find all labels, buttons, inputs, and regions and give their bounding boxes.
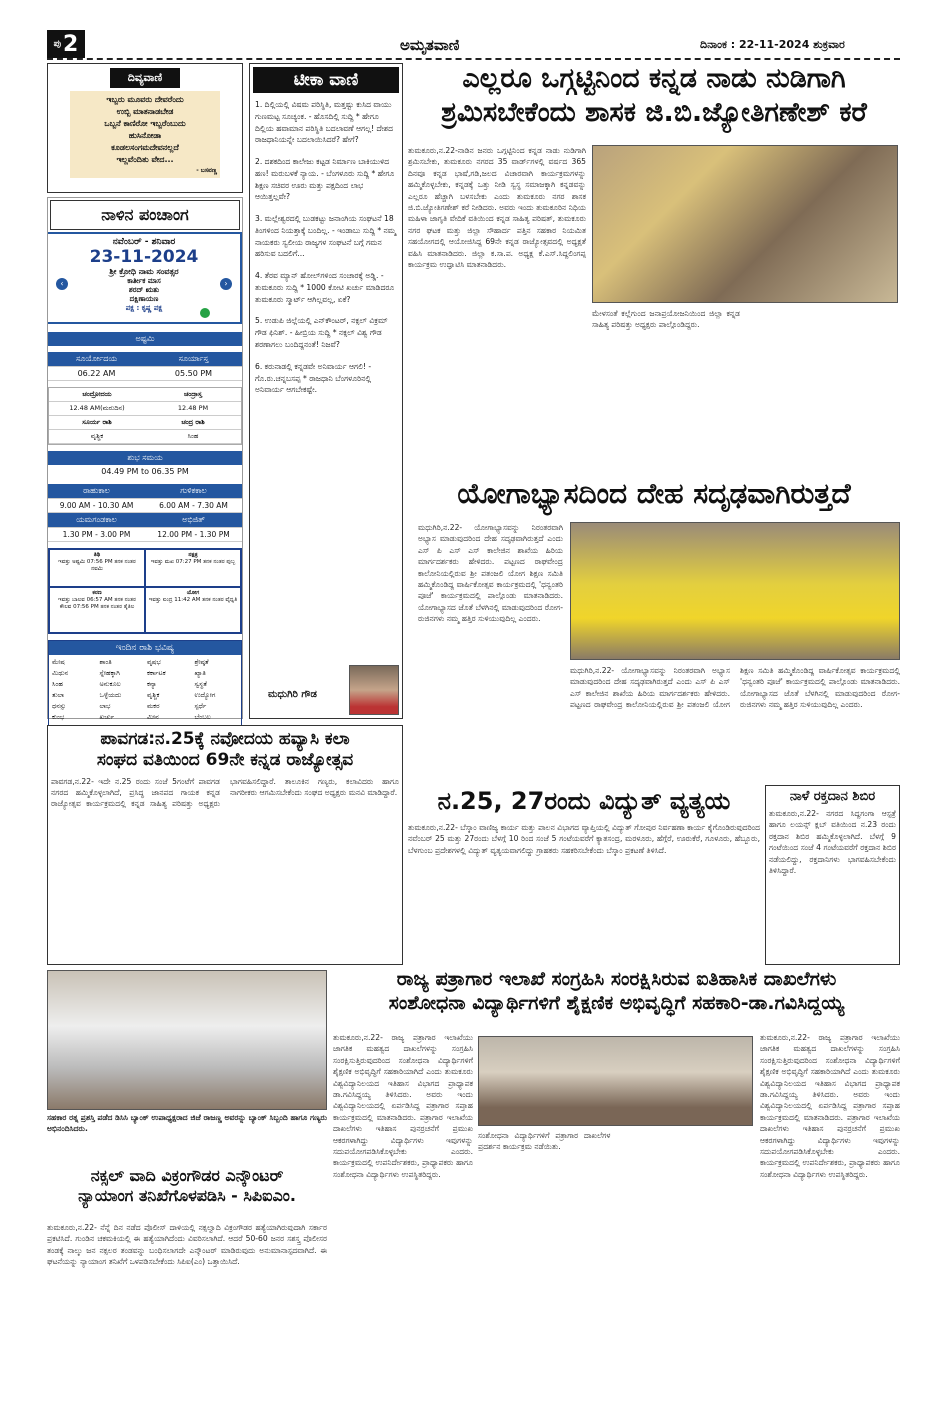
prev-day-button[interactable]: ‹ [56,278,68,290]
sunrise-time: 06.22 AM [48,367,145,381]
story1-headline [408,62,900,130]
rashi-prediction: ಒಳ್ಳೆಯದು [99,691,122,699]
story6-headline-line: ನ್ಯಾಯಾಂಗ ತನಿಖೆಗೊಳಪಡಿಸಿ - ಸಿಪಿಐಎಂ. [78,1186,296,1205]
story4-headline: ನ.25, 27ರಂದು ವಿದ್ಯುತ್ ವ್ಯತ್ಯಯ [437,787,731,815]
newspaper-name: ಅಮೃತವಾಣಿ [400,36,460,54]
box-title: ಕರಣ [92,590,102,596]
panchanga-title: ನಾಳಿನ ಪಂಚಾಂಗ [50,200,240,230]
gulika-time: 6.00 AM - 7.30 AM [145,499,242,513]
story6-body: ತುಮಕೂರು,ನ.22- ನೆನ್ನೆ ದಿನ ನಡೆದ ಪೊಲೀಸ್ ದಾಳಿಯಲ್ಲಿ ನಕ್ಸಲ್ವಾದಿ ವಿಕ್ರಂಗೌಡರ ಹತ್ಯೆಯಾಗಿರುವುದಾಗಿ ಸರ್ಕಾರ ಪ್ರಕಟಿಸಿದೆ. ಗುಂಡಿನ ಚಕಮಕಿಯಲ್ಲಿ ಈ ಹತ್ಯೆಯಾಗಿದೆಂದು ವಿವರಿಸಲಾಗಿದೆ. ಆದರೆ 50-60 ಜನರ ಸಶಸ್ತ್ರ ಪೊಲೀಸರ ತಂಡಕ್ಕೆ ನಾಲ್ಕು ಜನ ನಕ್ಸಲರ ತಂಡವನ್ನು ಬಂಧಿಸಲಾಗದೇ ಎನ್ಕೌಂಟರ್ ಮಾಡಿರುವುದು ಅನುಮಾನಾಸ್ಪದವಾಗಿದೆ. ಈ ಘಟನೆಯನ್ನು ನ್ಯಾಯಾಂಗ ತನಿಖೆಗೆ ಒಳಪಡಿಸಬೇಕೆಂದು ಸಿಪಿಐ(ಎಂ) ಒತ್ತಾಯಿಸಿದೆ. [47,1223,327,1267]
divyavani-box [47,63,243,193]
box-title: ನಕ್ಷತ್ರ [188,552,198,558]
surya-rashi-label: ಸೂರ್ಯ ರಾಶಿ [49,416,145,430]
rashi-name: ಕನ್ಯಾ [147,680,157,688]
verse-line: ಉಬ್ಬಿ ಮಾತನಾಡಬೇಡ [116,107,174,116]
teeka-vani-column [249,63,403,719]
yama-label: ಯಮಗಂಡಕಾಲ [48,513,145,528]
rashi-name: ಕುಂಭ [52,713,65,721]
rutu: ಶರದ್ ಋತು [128,286,160,294]
teeka-author: ಮಧುಗಿರಿ ಗೌಡ [268,689,317,700]
abhijit-label: ಅಭಿಜಿತ್ [145,513,242,528]
chandra-rashi: ಸಿಂಹ [145,430,241,444]
story1-headline-line: ಶ್ರಮಿಸಬೇಕೆಂದು ಶಾಸಕ ಜಿ.ಬಿ.ಜ್ಯೋತಿಗಣೇಶ್ ಕರೆ [441,96,867,128]
rashi-name: ಧನಸ್ಸು [52,702,66,710]
rashi-name: ವೃಶ್ಚಿಕ [147,691,160,699]
rashi-prediction: ಉದ್ಯೋಗ [194,691,216,699]
rashi-name: ಕರ್ಕಾಟಕ [147,669,166,677]
story3-headline-line: ಸಂಘದ ವತಿಯಿಂದ 69ನೇ ಕನ್ನಡ ರಾಜ್ಯೋತ್ಸವ [96,750,354,771]
moonrise-time: 12.48 AM(ಮರುದಿನ) [49,402,145,416]
verse-author: - ಬಸವಣ್ಣ [196,167,217,174]
abhijit-time: 12.00 PM - 1.30 PM [145,528,242,542]
story6-headline-line: ನಕ್ಸಲ್ ವಾದಿ ವಿಕ್ರಂಗೌಡರ ಎನ್ಕೌಂಟರ್ [90,1166,284,1185]
rashi-grid [49,655,241,725]
next-day-button[interactable]: › [220,278,232,290]
teeka-vani-title: ಟೀಕಾ ವಾಣಿ [253,67,399,93]
rashi-prediction: ಲಾಭ [99,702,111,710]
teeka-item: 3. ಮಲ್ಲೇಶ್ವರದಲ್ಲಿ ಬುಡಕಟ್ಟು ಜನಾಂಗಿಯ ಸಂಘಟನೆ 18 ತಿಂಗಳಿಂದ ನಿಯತ್ತಾಕ್ಕೆ ಬಂದಿಲ್ಲ. - ಇಂಡಾಬು ಸುದ್ದಿ * ನಮ್ಮ ನಾಯಕರು ಸ್ವಲೀಯ ರಾಜ್ಯಗಳ ಸಂಘಟನೆ ಬಗ್ಗೆ ಗಮನ ಹರಿಸುವ ಬದಲಿಗೆ... [255,214,397,259]
masa: ಕಾರ್ತೀಕ ಮಾಸ [127,277,161,285]
issue-date: ದಿನಾಂಕ : 22-11-2024 ಶುಕ್ರವಾರ [700,38,845,51]
page-number: 2 [63,31,79,57]
story4-body: ತುಮಕೂರು,ನ.22- ಬೆಸ್ಕಾಂ ವಾಣಿಜ್ಯ ಕಾರ್ಯ ಮತ್ತು ಪಾಲನ ವಿಭಾಗದ ವ್ಯಾಪ್ತಿಯಲ್ಲಿ ವಿದ್ಯುತ್ ಗೋಪುರ ನಿರ್ವಹಣಾ ಕಾರ್ಯ ಕೈಗೊಂಡಿರುವುದರಿಂದ ನವೆಂಬರ್ 25 ಮತ್ತು 27ರಂದು ಬೆಳಗ್ಗೆ 10 ರಿಂದ ಸಂಜೆ 5 ಗಂಟೆಯವರೆಗೆ ಕ್ಯಾತಸಂದ್ರ, ಮರಳೂರು, ಹೆಗ್ಗೆರೆ, ಊರುಕೆರೆ, ಗೂಳೂರು, ಹೆಬ್ಬೂರು, ಬೆಳಗುಂಬ ಪ್ರದೇಶಗಳಲ್ಲಿ ವಿದ್ಯುತ್ ವ್ಯತ್ಯಯವಾಗಲಿದ್ದು ಗ್ರಾಹಕರು ಸಹಕರಿಸಬೇಕೆಂದು ಬೆಸ್ಕಾಂ ಪ್ರಕಟಣೆ ತಿಳಿಸಿದೆ. [408,823,760,855]
story7-body: ತುಮಕೂರು,ನ.22- ರಾಜ್ಯ ಪತ್ರಾಗಾರ ಇಲಾಖೆಯು ಜಾಗತಿಕ ಮಹತ್ವದ ದಾಖಲೆಗಳನ್ನು ಸಂಗ್ರಹಿಸಿ ಸಂರಕ್ಷಿಸುತ್ತಿರುವುದರಿಂದ ಸಂಶೋಧನಾ ವಿದ್ಯಾರ್ಥಿಗಳಿಗೆ ಶೈಕ್ಷಣಿಕ ಅಭಿವೃದ್ಧಿಗೆ ಸಹಕಾರಿಯಾಗಿದೆ ಎಂದು ತುಮಕೂರು ವಿಶ್ವವಿದ್ಯಾನಿಲಯದ ಇತಿಹಾಸ ವಿಭಾಗದ ಪ್ರಾಧ್ಯಾಪಕ ಡಾ.ಗವಿಸಿದ್ದಯ್ಯ ತಿಳಿಸಿದರು. ಅವರು ಇಂದು ವಿಶ್ವವಿದ್ಯಾನಿಲಯದಲ್ಲಿ ಏರ್ಪಡಿಸಿದ್ದ ಪತ್ರಾಗಾರ ಸಪ್ತಾಹ ಕಾರ್ಯಕ್ರಮದಲ್ಲಿ ಮಾತನಾಡಿದರು. ಪತ್ರಾಗಾರ ಇಲಾಖೆಯ ದಾಖಲೆಗಳು ಇತಿಹಾಸ ಪುನರ್ರಚನೆಗೆ ಪ್ರಮುಖ ಆಕರಗಳಾಗಿದ್ದು ವಿದ್ಯಾರ್ಥಿಗಳು ಇವುಗಳನ್ನು ಸದುಪಯೋಗಪಡಿಸಿಕೊಳ್ಳಬೇಕು ಎಂದರು. ಕಾರ್ಯಕ್ರಮದಲ್ಲಿ ಉಪನಿರ್ದೇಶಕರು, ಪ್ರಾಧ್ಯಾಪಕರು ಹಾಗೂ ಸಂಶೋಧನಾ ವಿದ್ಯಾರ್ಥಿಗಳು ಉಪಸ್ಥಿತರಿದ್ದರು. [333,1033,473,1179]
story7-headline-line: ಸಂಶೋಧನಾ ವಿದ್ಯಾರ್ಥಿಗಳಿಗೆ ಶೈಕ್ಷಣಿಕ ಅಭಿವೃದ್ಧಿಗೆ ಸಹಕಾರಿ-ಡಾ.ಗವಿಸಿದ್ದಯ್ಯ [388,991,845,1014]
story3-body: ಪಾವಗಡ,ನ.22- ಇದೇ ನ.25 ರಂದು ಸಂಜೆ 5ಗಂಟೆಗೆ ಪಾವಗಡ ನಗರದ ಹಮ್ಮಿಕೊಳ್ಳಲಾಗಿದೆ, ಪ್ರಸಿದ್ಧ ಜಾನಪದ ಗಾಯಕ ಕನ್ನಡ ರಾಜ್ಯೋತ್ಸವ ಕಾರ್ಯಕ್ರಮದಲ್ಲಿ ಕನ್ನಡ ಸಾಹಿತ್ಯ ಪರಿಷತ್ತು ಅಧ್ಯಕ್ಷರು ಭಾಗವಹಿಸಲಿದ್ದಾರೆ. ತಾಲೂಕಿನ ಗಣ್ಯರು, ಕಲಾವಿದರು ಹಾಗೂ ನಾಗರೀಕರು ಆಗಮಿಸಬೇಕೆಂದು ಸಂಘದ ಅಧ್ಯಕ್ಷರು ಮನವಿ ಮಾಡಿದ್ದಾರೆ. [51,776,399,809]
story1-photo [592,145,898,303]
box-value: ಇವತ್ತು ಐಂದ್ರ 11:42 AM ತನಕ ನಂತರ ವೈಧೃತಿ [148,597,238,603]
sun-times [48,352,242,381]
rashi-prediction: ಖರ್ಚು [99,713,115,721]
box-value: ಇವತ್ತು ಬಾಲವ 06:57 AM ತನಕ ನಂತರ ಕೌಲವ 07:56 PM ತನಕ ನಂತರ ತೈತಿಲ [58,597,136,610]
rashi-prediction: ಸ್ನೇಹಕ್ಕಾಗಿ [99,669,120,677]
box-value: ಇವತ್ತು ಮಖ 07:27 PM ತನಕ ನಂತರ ಪುಬ್ಬ [150,559,236,565]
story2-body: ಮಧುಗಿರಿ,ನ.22- ಯೋಗಾಭ್ಯಾಸವನ್ನು ನಿರಂತರವಾಗಿ ಅಭ್ಯಾಸ ಮಾಡುವುದರಿಂದ ದೇಹ ಸದೃಢವಾಗಿರುತ್ತದೆ ಎಂದು ಎಸ್ ಪಿ ಎಸ್ ಎಸ್ ಕಾಲೇಜಿನ ಶಾಖೆಯ ಹಿರಿಯ ಮಾರ್ಗದರ್ಶಕರು ಹೇಳಿದರು. ಪಟ್ಟಣದ ರಾಘವೇಂದ್ರ ಕಾಲೋನಿಯಲ್ಲಿರುವ ಶ್ರೀ ಪತಂಜಲಿ ಯೋಗ ಶಿಕ್ಷಣ ಸಮಿತಿ ಹಮ್ಮಿಕೊಂಡಿದ್ದ ವಾರ್ಷಿಕೋತ್ಸವ ಕಾರ್ಯಕ್ರಮದಲ್ಲಿ 'ಧನ್ವಂತರಿ ಪೂಜೆ' ಕಾರ್ಯಕ್ರಮದಲ್ಲಿ ಪಾಲ್ಗೊಂಡು ಮಾತನಾಡಿದರು. ಯೋಗಾಭ್ಯಾಸದ ಜೊತೆ ಬೆಳಗಿನಲ್ಲಿ ಮಾಡುವುದರಿಂದ ರೋಗ-ರುಜಿನಗಳು ನಮ್ಮ ಹತ್ತಿರ ಸುಳಿಯುವುದಿಲ್ಲ ಎಂದರು. [418,523,563,624]
samvatsara: ಶ್ರೀ ಕ್ರೋಧಿ ನಾಮ ಸಂವತ್ಸರ [109,267,179,276]
rashi-prediction: ಬೆಂಬಲ [194,713,211,721]
divyavani-title: ದಿವ್ಯವಾಣಿ [110,68,180,88]
shubha-time: 04.49 PM to 06.35 PM [101,467,189,476]
teeka-items [253,93,399,412]
story1-headline-line: ಎಲ್ಲರೂ ಒಗ್ಗಟ್ಟಿನಿಂದ ಕನ್ನಡ ನಾಡು ನುಡಿಗಾಗಿ [462,63,846,94]
story3-headline-line: ಪಾವಗಡ:ನ.25ಕ್ಕೆ ನವೋದಯ ಹವ್ಯಾಸಿ ಕಲಾ [100,729,350,749]
sunset-time: 05.50 PM [145,367,242,381]
rashi-name: ಮೀನ [147,713,159,721]
month-day: ನವೆಂಬರ್ - ಶನಿವಾರ [112,237,176,247]
rahu-label: ರಾಹುಕಾಲ [48,484,145,499]
box-title: ಯೋಗ [186,590,200,596]
moonset-label: ಚಂದ್ರಾಸ್ತ [145,388,241,402]
panchanga-date: 23-11-2024 [89,247,199,267]
moonset-time: 12.48 PM [145,402,241,416]
rashi-prediction: ಶಾಂತಿ [99,658,112,666]
rashi-name: ಸಿಂಹ [52,680,63,688]
story1-caption: ಮೇಳಸಂತೆ ಕಲ್ಲೆಗುಂದ ಜನಾಪ್ರಯೋಜನಿಯಿಂದ ಜಿಲ್ಲಾ ಕನ್ನಡ ಸಾಹಿತ್ಯ ಪರಿಷತ್ತು ಅಧ್ಯಕ್ಷರು ಪಾಲ್ಗೊಂಡಿದ್ದರು. [592,309,740,330]
yoga-box [145,587,241,633]
rahu-time: 9.00 AM - 10.30 AM [48,499,145,513]
author-photo [349,665,399,715]
teeka-item: 2. ದಶಕದಿಂದ ಕಾಲೇಜು ಕಟ್ಟಡ ನಿರ್ಮಾಣ ಬಾಕಿಯುಳಿದ ಹಣ! ಮರುಬಳಕೆ ನ್ಯಾಯ. - ಬೆಂಗಳೂರು ಸುದ್ದಿ * ಹೇಗೂ ಶಿಕ್ಷಣ ಸಚಿವರ ಊರು ಮತ್ತು ಪಕ್ಷದಿಂದ ಲಾಭ ಆಯಿತ್ತಲ್ಲವೇ? [255,157,395,202]
panchanga-panel [47,197,243,719]
story7-body-cont: ತುಮಕೂರು,ನ.22- ರಾಜ್ಯ ಪತ್ರಾಗಾರ ಇಲಾಖೆಯು ಜಾಗತಿಕ ಮಹತ್ವದ ದಾಖಲೆಗಳನ್ನು ಸಂಗ್ರಹಿಸಿ ಸಂರಕ್ಷಿಸುತ್ತಿರುವುದರಿಂದ ಸಂಶೋಧನಾ ವಿದ್ಯಾರ್ಥಿಗಳಿಗೆ ಶೈಕ್ಷಣಿಕ ಅಭಿವೃದ್ಧಿಗೆ ಸಹಕಾರಿಯಾಗಿದೆ ಎಂದು ತುಮಕೂರು ವಿಶ್ವವಿದ್ಯಾನಿಲಯದ ಇತಿಹಾಸ ವಿಭಾಗದ ಪ್ರಾಧ್ಯಾಪಕ ಡಾ.ಗವಿಸಿದ್ದಯ್ಯ ತಿಳಿಸಿದರು. ಅವರು ಇಂದು ವಿಶ್ವವಿದ್ಯಾನಿಲಯದಲ್ಲಿ ಏರ್ಪಡಿಸಿದ್ದ ಪತ್ರಾಗಾರ ಸಪ್ತಾಹ ಕಾರ್ಯಕ್ರಮದಲ್ಲಿ ಮಾತನಾಡಿದರು. ಪತ್ರಾಗಾರ ಇಲಾಖೆಯ ದಾಖಲೆಗಳು ಇತಿಹಾಸ ಪುನರ್ರಚನೆಗೆ ಪ್ರಮುಖ ಆಕರಗಳಾಗಿದ್ದು ವಿದ್ಯಾರ್ಥಿಗಳು ಇವುಗಳನ್ನು ಸದುಪಯೋಗಪಡಿಸಿಕೊಳ್ಳಬೇಕು ಎಂದರು. ಕಾರ್ಯಕ್ರಮದಲ್ಲಿ ಉಪನಿರ್ದೇಶಕರು, ಪ್ರಾಧ್ಯಾಪಕರು ಹಾಗೂ ಸಂಶೋಧನಾ ವಿದ್ಯಾರ್ಥಿಗಳು ಉಪಸ್ಥಿತರಿದ್ದರು. [760,1033,900,1179]
yama-time: 1.30 PM - 3.00 PM [48,528,145,542]
teeka-item: 6. ಕರುನಾಡಲ್ಲಿ ಕನ್ನಡವೇ ಅನಿವಾರ್ಯ ಆಗಲಿ! - ಗೊ.ರು.ಚನ್ನಬಸಪ್ಪ * ರಾಜಧಾನಿ ಬೆಂಗಳೂರಿನಲ್ಲಿ ಅನಿವಾರ್ಯ ಆಗಬೇಕಷ್ಟೇ. [255,361,372,395]
rashi-name: ವೃಷಭ [147,658,161,666]
surya-rashi: ವೃಶ್ಚಿಕ [49,430,145,444]
rashi-name: ತುಲಾ [52,691,65,699]
rashi-prediction: ಸ್ವಸ್ಥತೆ [194,680,207,688]
nakshatra-box [145,549,241,587]
moon-info [48,387,242,445]
story6-photo [47,970,327,1110]
story5-body: ತುಮಕೂರು,ನ.22- ನಗರದ ಸಿದ್ದಗಂಗಾ ಆಸ್ಪತ್ರೆ ಹಾಗೂ ಲಯನ್ಸ್ ಕ್ಲಬ್ ವತಿಯಿಂದ ನ.23 ರಂದು ರಕ್ತದಾನ ಶಿಬಿರ ಹಮ್ಮಿಕೊಳ್ಳಲಾಗಿದೆ. ಬೆಳಗ್ಗೆ 9 ಗಂಟೆಯಿಂದ ಸಂಜೆ 4 ಗಂಟೆಯವರೆಗೆ ರಕ್ತದಾನ ಶಿಬಿರ ನಡೆಯಲಿದ್ದು, ರಕ್ತದಾನಿಗಳು ಭಾಗವಹಿಸಬೇಕೆಂದು ತಿಳಿಸಿದ್ದಾರೆ. [769,809,896,875]
gulika-label: ಗುಳಿಕಕಾಲ [145,484,242,499]
rashi-prediction: ಖ್ಯಾತಿ [194,669,206,677]
box-title: ತಿಥಿ [93,552,101,558]
verse-line: ಇಲ್ಲವೆಂದಿತು ವೇದ... [116,155,174,164]
box-value: ಇವತ್ತು ಅಷ್ಟಮಿ 07:56 PM ತನಕ ನಂತರ ನವಮಿ [58,559,136,572]
rashi-prediction: ಸ್ಪರ್ಧೆ [194,702,207,710]
story5-box [765,785,900,965]
verse-line: ಕೂಡಲಸಂಗಮದೇವನಲ್ಲದೆ [111,143,179,152]
kala-times [48,484,242,542]
tithi-box [49,549,145,587]
rashi-name: ಮಿಥುನ [52,669,69,677]
divyavani-verse [70,91,220,178]
story7-headline-line: ರಾಜ್ಯ ಪತ್ರಾಗಾರ ಇಲಾಖೆ ಸಂಗ್ರಹಿಸಿ ಸಂರಕ್ಷಿಸಿರುವ ಐತಿಹಾಸಿಕ ದಾಖಲೆಗಳು [396,968,837,990]
story6-headline [47,1166,327,1206]
rashi-bhavishya [48,640,242,726]
panchanga-date-card [48,232,242,324]
verse-line: ಇಬ್ಬರು ಮೂವರು ದೇವರೆಂದು [106,95,184,104]
panchanga-detail-boxes [48,548,242,634]
shubha-label: ಶುಭ ಸಮಯ [48,451,242,465]
teeka-item: 5. ಉಡುಪಿ ಜಿಲ್ಲೆಯಲ್ಲಿ ಎನ್‌ಕೌಂಟರ್, ನಕ್ಸಲ್ ವಿಕ್ರಮ್ ಗೌಡ ಫಿನಿಶ್. - ಹೀಬ್ರಿಯ ಸುದ್ದಿ * ನಕ್ಸಲ್ ವಿಶ್ವ ಗೌಡ ಶರಣಾಗಲು ಬಂದಿದ್ದನಂತೆ! ನಿಜವೆ? [255,316,388,350]
page-label: ಪು [53,39,61,49]
rashi-prediction: ಅನುಕೂಲ [99,680,121,688]
story5-headline: ನಾಳೆ ರಕ್ತದಾನ ಶಿಬಿರ [789,789,876,804]
story6-caption: ಸಹಕಾರ ರತ್ನ ಪ್ರಶಸ್ತಿ ಪಡೆದ ಡಿಸಿಸಿ ಬ್ಯಾಂಕ್ ಉಪಾಧ್ಯಕ್ಷರಾದ ಜಿಜೆ ರಾಜಣ್ಣ ಅವರನ್ನು ಬ್ಯಾಂಕ್ ಸಿಬ್ಬಂದಿ ಹಾಗೂ ಗಣ್ಯರು ಅಭಿನಂದಿಸಿದರು. [47,1113,327,1134]
chandra-rashi-label: ಚಂದ್ರ ರಾಶಿ [145,416,241,430]
ayana: ದಕ್ಷಿಣಾಯಣ [129,295,159,303]
rashi-name: ಮಕರ [147,702,160,710]
tithi-bar: ಅಷ್ಟಮಿ [48,332,242,346]
page-number-tag [47,30,85,58]
story2-photo [570,522,900,660]
story1-body: ತುಮಕೂರು,ನ.22-ನಾಡಿನ ಜನರು ಒಗ್ಗಟ್ಟಿನಿಂದ ಕನ್ನಡ ನಾಡು ನುಡಿಗಾಗಿ ಶ್ರಮಿಸಬೇಕು, ತುಮಕೂರು ನಗರದ 35 ವಾರ್ಡ್‌ಗಳಲ್ಲಿ ವರ್ಷದ 365 ದಿನವೂ ಕನ್ನಡ ಭಾಷೆ,ಗಡಿ,ಜಲದ ವಿಚಾರವಾಗಿ ಕಾರ್ಯಕ್ರಮಗಳನ್ನು ಹಮ್ಮಿಕೊಳ್ಳಬೇಕು, ಕನ್ನಡಕ್ಕೆ ಒತ್ತು ನೀಡಿ ಸ್ವಸ್ಥ ಸಮಾಜಕ್ಕಾಗಿ ಕನ್ನಡವನ್ನು ಎಲ್ಲರೂ ಹೆಚ್ಚಾಗಿ ಬಳಸಬೇಕು ಎಂದು ತುಮಕೂರು ನಗರ ಶಾಸಕ ಜಿ.ಬಿ.ಜ್ಯೋತಿಗಣೇಶ್ ಕರೆ ನೀಡಿದರು. ಅವರು ಇಂದು ತುಮಕೂರಿನ ನಿಧಿಯ ಮಹಿಳಾ ಜಾಗೃತಿ ವೇದಿಕೆ ವತಿಯಿಂದ ಕನ್ನಡ ಸಾಹಿತ್ಯ ಪರಿಷತ್, ತುಮಕೂರು ನಗರ ಘಟಕ ಮತ್ತು ಜಿಲ್ಲಾ ಸೌಹಾರ್ದ ಪತ್ತಿನ ಸಹಕಾರ ನಿಯಮಿತ ಸಹಯೋಗದಲ್ಲಿ ಆಯೋಜಿಸಿದ್ದ 69ನೇ ಕನ್ನಡ ರಾಜ್ಯೋತ್ಸವದಲ್ಲಿ ಅಧ್ಯಕ್ಷತೆ ವಹಿಸಿ ಮಾತನಾಡಿದರು. ಜಿಲ್ಲಾ ಕ.ಸಾ.ಪ. ಅಧ್ಯಕ್ಷ ಕೆ.ಎಸ್.ಸಿದ್ದಲಿಂಗಪ್ಪ ಕಾರ್ಯಕ್ರಮ ಉದ್ಘಾಟಿಸಿ ಮಾತನಾಡಿದರು. [408,146,586,269]
verse-line: ಹುಸಿನೋಡಾ [128,131,162,140]
story7-photo [478,1036,753,1126]
whatsapp-icon[interactable] [200,308,210,318]
header-divider [47,58,900,60]
story2-body-cont: ಮಧುಗಿರಿ,ನ.22- ಯೋಗಾಭ್ಯಾಸವನ್ನು ನಿರಂತರವಾಗಿ ಅಭ್ಯಾಸ ಮಾಡುವುದರಿಂದ ದೇಹ ಸದೃಢವಾಗಿರುತ್ತದೆ ಎಂದು ಎಸ್ ಪಿ ಎಸ್ ಎಸ್ ಕಾಲೇಜಿನ ಶಾಖೆಯ ಹಿರಿಯ ಮಾರ್ಗದರ್ಶಕರು ಹೇಳಿದರು. ಪಟ್ಟಣದ ರಾಘವೇಂದ್ರ ಕಾಲೋನಿಯಲ್ಲಿರುವ ಶ್ರೀ ಪತಂಜಲಿ ಯೋಗ ಶಿಕ್ಷಣ ಸಮಿತಿ ಹಮ್ಮಿಕೊಂಡಿದ್ದ ವಾರ್ಷಿಕೋತ್ಸವ ಕಾರ್ಯಕ್ರಮದಲ್ಲಿ 'ಧನ್ವಂತರಿ ಪೂಜೆ' ಕಾರ್ಯಕ್ರಮದಲ್ಲಿ ಪಾಲ್ಗೊಂಡು ಮಾತನಾಡಿದರು. ಯೋಗಾಭ್ಯಾಸದ ಜೊತೆ ಬೆಳಗಿನಲ್ಲಿ ಮಾಡುವುದರಿಂದ ರೋಗ-ರುಜಿನಗಳು ನಮ್ಮ ಹತ್ತಿರ ಸುಳಿಯುವುದಿಲ್ಲ ಎಂದರು. [570,666,900,710]
rashi-title: ಇಂದಿನ ರಾಶಿ ಭವಿಷ್ಯ [49,641,241,655]
story2-headline: ಯೋಗಾಭ್ಯಾಸದಿಂದ ದೇಹ ಸದೃಢವಾಗಿರುತ್ತದೆ [457,477,851,510]
story7-caption: ಸಂಶೋಧನಾ ವಿದ್ಯಾರ್ಥಿಗಳಿಗೆ ಪತ್ರಾಗಾರ ದಾಖಲೆಗಳ ಪ್ರದರ್ಶನ ಕಾರ್ಯಕ್ರಮ ನಡೆಯಿತು. [478,1131,611,1152]
paksha: ಪಕ್ಷ : ಕೃಷ್ಣ ಪಕ್ಷ [125,304,163,312]
story3-headline [51,729,399,772]
moonrise-label: ಚಂದ್ರೋದಯ [49,388,145,402]
rashi-prediction: ಶ್ರೇಷ್ಠತೆ [194,658,209,666]
teeka-item: 4. ತೆರವ ಮ್ಯಾನ್ ಹೋಲ್‌ಗಳಿಂದ ಸಂಚಾರಕ್ಕೆ ಅಡ್ಡಿ. - ತುಮಕೂರು ಸುದ್ದಿ * 1000 ಕೋಟಿ ಖರ್ಚು ಮಾಡಿದರೂ ತುಮಕೂರು ಸ್ಮಾರ್ಟ್ ಆಗಿಲ್ಲವಲ್ಲ, ಏಕೆ? [255,271,395,304]
rashi-name: ಮೇಷ [52,658,65,666]
story7-headline [333,968,900,1016]
teeka-item: 1. ದಿಲ್ಲಿಯಲ್ಲಿ ವಿಷಮ ಪರಿಸ್ಥಿತಿ, ಮತ್ತಷ್ಟು ಕುಸಿದ ವಾಯು ಗುಣಮಟ್ಟ ಸೂಚ್ಯಂಕ. - ಹೊಸದಿಲ್ಲಿ ಸುದ್ದಿ * ಹೇಗೂ ದಿಲ್ಲಿಯ ಹವಾಮಾನ ಪರಿಸ್ಥಿತಿ ಬದಲಾವಣೆ ಆಗಲ್ಲ! ದೇಶದ ರಾಜಧಾನಿಯನ್ನೇ ಬದಲಾಯಿಸಿದರೆ? ಹೇಗೆ? [255,100,393,145]
sunrise-label: ಸೂರ್ಯೋದಯ [48,352,145,367]
sunset-label: ಸೂರ್ಯಾಸ್ತ [145,352,242,367]
verse-line: ಒಬ್ಬನೆ ಕಾಣಿರೋ ಇಬ್ಬರೆಂಬುದು [104,119,186,128]
karana-box [49,587,145,633]
story3-box [47,725,403,965]
